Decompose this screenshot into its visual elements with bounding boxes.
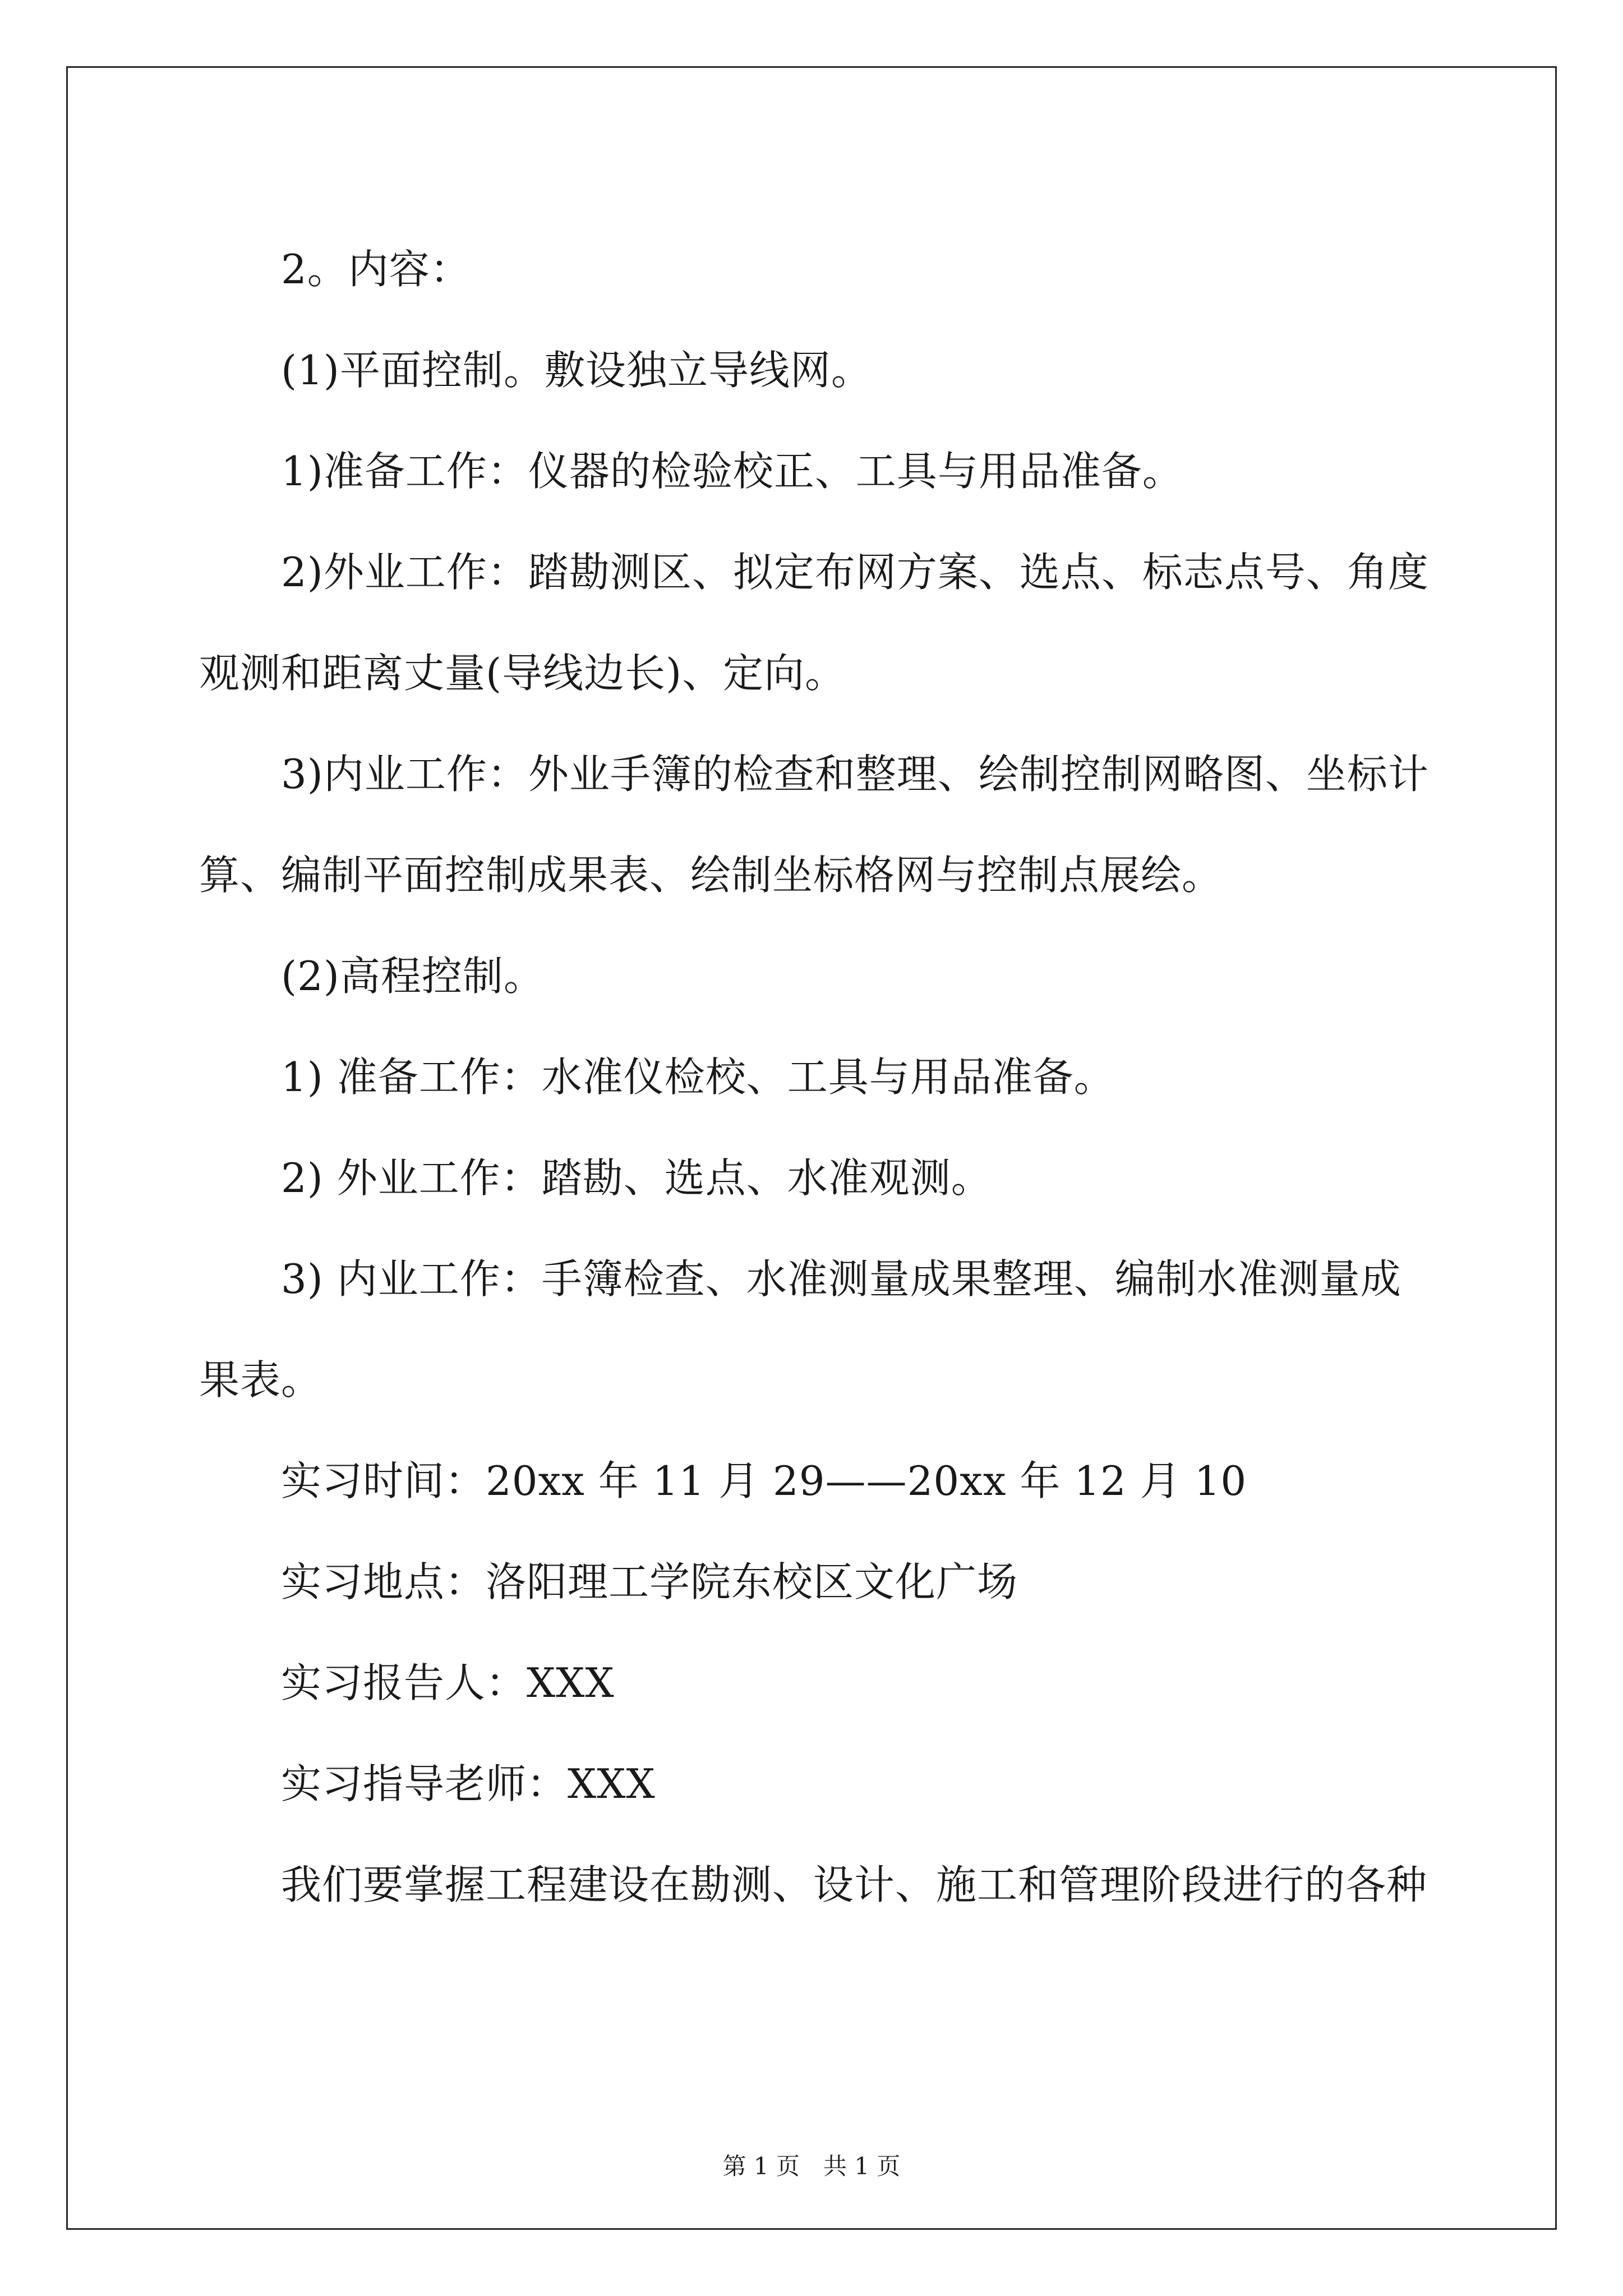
- paragraph-internship-time: 实习时间：20xx 年 11 月 29——20xx 年 12 月 10: [281, 1457, 1247, 1504]
- page-number-label: 第 1 页 共 1 页: [722, 2152, 901, 2180]
- paragraph-plane-office: 3)内业工作：外业手簿的检查和整理、绘制控制网略图、坐标计算、编制平面控制成果表、绘制坐标格网与控制点展绘。: [199, 751, 1429, 899]
- paragraph-plane-prep: 1)准备工作：仪器的检验校正、工具与用品准备。: [281, 448, 1183, 495]
- paragraph-internship-location: 实习地点：洛阳理工学院东校区文化广场: [281, 1558, 1018, 1605]
- paragraph-elevation-field: 2) 外业工作：踏勘、选点、水准观测。: [281, 1154, 992, 1202]
- document-body: [199, 219, 1433, 1935]
- paragraph-elevation-prep: 1) 准备工作：水准仪检校、工具与用品准备。: [281, 1053, 1115, 1101]
- paragraph-internship-reporter: 实习报告人：XXX: [281, 1659, 615, 1706]
- paragraph-plane-control: (1)平面控制。敷设独立导线网。: [281, 347, 872, 394]
- paragraph-closing: 我们要掌握工程建设在勘测、设计、施工和管理阶段进行的各种: [281, 1861, 1428, 1908]
- paragraph-elevation-control: (2)高程控制。: [281, 953, 545, 1000]
- paragraph-plane-field: 2)外业工作：踏勘测区、拟定布网方案、选点、标志点号、角度观测和距离丈量(导线边长)、定向。: [199, 549, 1429, 697]
- paragraph-internship-advisor: 实习指导老师：XXX: [281, 1760, 656, 1807]
- paragraph-content-heading: 2。内容：: [281, 246, 471, 293]
- paragraph-elevation-office: 3) 内业工作：手簿检查、水准测量成果整理、编制水准测量成果表。: [199, 1255, 1401, 1404]
- page-footer: [0, 2150, 1623, 2183]
